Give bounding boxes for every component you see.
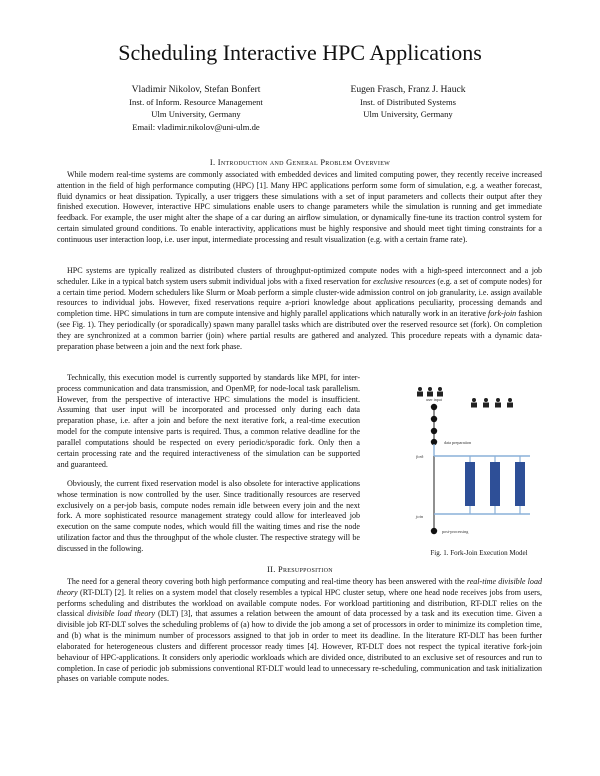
node: [431, 428, 437, 434]
author-email: Email: vladimir.nikolov@uni-ulm.de: [132, 121, 260, 132]
paragraph: [57, 373, 360, 470]
author-names: Vladimir Nikolov, Stefan Bonfert: [131, 84, 261, 95]
node-start: [431, 404, 437, 410]
paragraph-text: While modern real-time systems are commonly associated with embedded devices and limited computing power, they recently receive increased attention in the field of high performance computing (HPC) [1]. Many HPC applications perform some form of simulation, e.g. a weather forecast, fluid dynamics or heat dissipation. Typically, a user triggers these simulations with a set of input parameters and collects their output after they finished execution. However, interactive HPC simulations enable users to change parameters while the simulation is running and get immediate feedback. For example, the user might alter the shape of a car during an airflow simulation, or dynamically fine-tune its traction control system for certain simulated ground conditions. To enable interactivity, applications must be highly responsive and should meet tight timing constraints for a continuous user interaction loop, i.e. user input, intermediate processing and result visualization (e.g. with a certain frame rate).: [57, 170, 542, 244]
section-heading: II. Presupposition: [267, 565, 333, 574]
label-post-processing: post-processing: [442, 529, 469, 534]
emphasis: exclusive resources: [373, 276, 436, 286]
user-icon: [483, 398, 489, 408]
paragraph: [57, 479, 360, 555]
author-block-left: [96, 84, 296, 133]
paragraph-text: (DLT) [3], that assumes a relation between the amount of data processed by a task and its execution time. Given a divisible job RT-DLT solves the scheduling problems of (a) how to divide the job among a set of processors in order to minimize its completion time, and (b) what is the minimum number of processors assigned to that job in order to meet its deadline. In the literature RT-DLT has been further elaborated for heterogeneous clusters and different processor ready times [4]. However, RT-DLT does not respect the typical iterative fork-join behaviour of HPC-applications. It considers only aperiodic workloads which are divided once, distributed to an exclusive set of resources and run to completion. In case of periodic job submissions conventional RT-DLT would lead to unnecessary re-scheduling, communication and task initialization phases on variable compute nodes.: [57, 609, 542, 684]
node-post-processing: [431, 528, 437, 534]
user-icon: [471, 398, 477, 408]
label-user-input: user input: [426, 397, 442, 402]
task-bar: [465, 462, 475, 506]
figure-caption: Fig. 1. Fork-Join Execution Model: [430, 549, 528, 557]
paragraph: [57, 577, 542, 685]
paragraph-text: HPC systems are typically realized as distributed clusters of throughput-optimized compute nodes with a high-speed interconnect and a job scheduler. Like in a typical batch system users submit individual jobs with a fixed reservation for: [57, 266, 542, 286]
label-data-preparation: data preparation: [444, 440, 472, 445]
emphasis: real-time divisible load theory: [57, 577, 542, 597]
paragraph: [57, 170, 542, 246]
paragraph-text: fashion (see Fig. 1). They periodically (or sporadically) spawn many parallel tasks which are distributed over the reserved resource set (fork). On completion they are synchronized at a common barrier (join) where partial results are gathered and analyzed. This procedure repeats with a dynamic data-preparation phase between a join and the next fork phase.: [57, 309, 542, 351]
user-icon: [507, 398, 513, 408]
emphasis: divisible load theory: [87, 609, 156, 619]
label-fork: fork: [416, 454, 424, 459]
node: [431, 416, 437, 422]
section-heading: I. Introduction and General Problem Overview: [209, 158, 391, 167]
paragraph-text: Technically, this execution model is currently supported by standards like MPI, for inter-process communication and data transmission, and OpenMP, for node-local task parallelism. However, from the perspective of interactive HPC simulations the model is insufficient. Assuming that user input will be incorporated and processed only during each data preparation phase, i.e. after a join and before the next iterative fork, a real-time execution model for the compute intensive parts is required. Thus, a common relative deadline for the parallel computations should be respected on every periodic/sporadic fork. Only then a certain processing rate and the required interactiveness of the simulation can be supported and guaranteed.: [57, 373, 360, 469]
user-icon: [495, 398, 501, 408]
author-university: Ulm University, Germany: [363, 109, 453, 120]
paper-title: Scheduling Interactive HPC Applications: [118, 40, 482, 65]
task-bar: [490, 462, 500, 506]
emphasis: fork-join: [488, 309, 517, 319]
author-names: Eugen Frasch, Franz J. Hauck: [350, 84, 466, 95]
user-icon: [437, 387, 443, 397]
fork-join-figure: [412, 386, 540, 542]
user-icon: [427, 387, 433, 397]
user-icon: [417, 387, 423, 397]
author-affiliation: Inst. of Distributed Systems: [360, 97, 456, 108]
author-block-right: [308, 84, 508, 121]
author-affiliation: Inst. of Inform. Resource Management: [129, 97, 263, 108]
task-bar: [515, 462, 525, 506]
paragraph-text: Obviously, the current fixed reservation model is also obsolete for interactive applications whose termination is now controlled by the user. Since traditionally resources are reserved exclusively on a per-job basis, compute nodes remain idle between every join and the next fork. A more sophisticated resource management strategy could allow for interleaved job execution on the same compute nodes, which would fill the waiting times and rise the node utilization factor and thus the throughput of the whole cluster. The respective strategy will be discussed in the following.: [57, 479, 360, 553]
paragraph-text: (e.g. a set of compute nodes) for a certain time period. Modern schedulers like Slurm or Moab perform a simple cluster-wide admission control on job granularity, i.e. assign available resources to individual jobs. However, fixed reservations require a-priori knowledge about applications peculiarity, processing demands and completion time. HPC simulations in turn are compute intensive and highly parallel applications which naturally work in an iterative: [57, 276, 543, 319]
paragraph-text: The need for a general theory covering both high performance computing and real-time theory has been answered with the: [67, 577, 467, 586]
author-university: Ulm University, Germany: [151, 109, 241, 120]
paragraph: [57, 266, 542, 353]
paragraph-text: (RT-DLT) [2]. It relies on a system model that closely resembles a typical HPC cluster setup, where one head node receives jobs from users, performs scheduling and distributes the workload on available compute nodes. For workload partitioning and distribution, RT-DLT relies on the classical: [57, 587, 542, 619]
label-join: join: [416, 514, 424, 519]
